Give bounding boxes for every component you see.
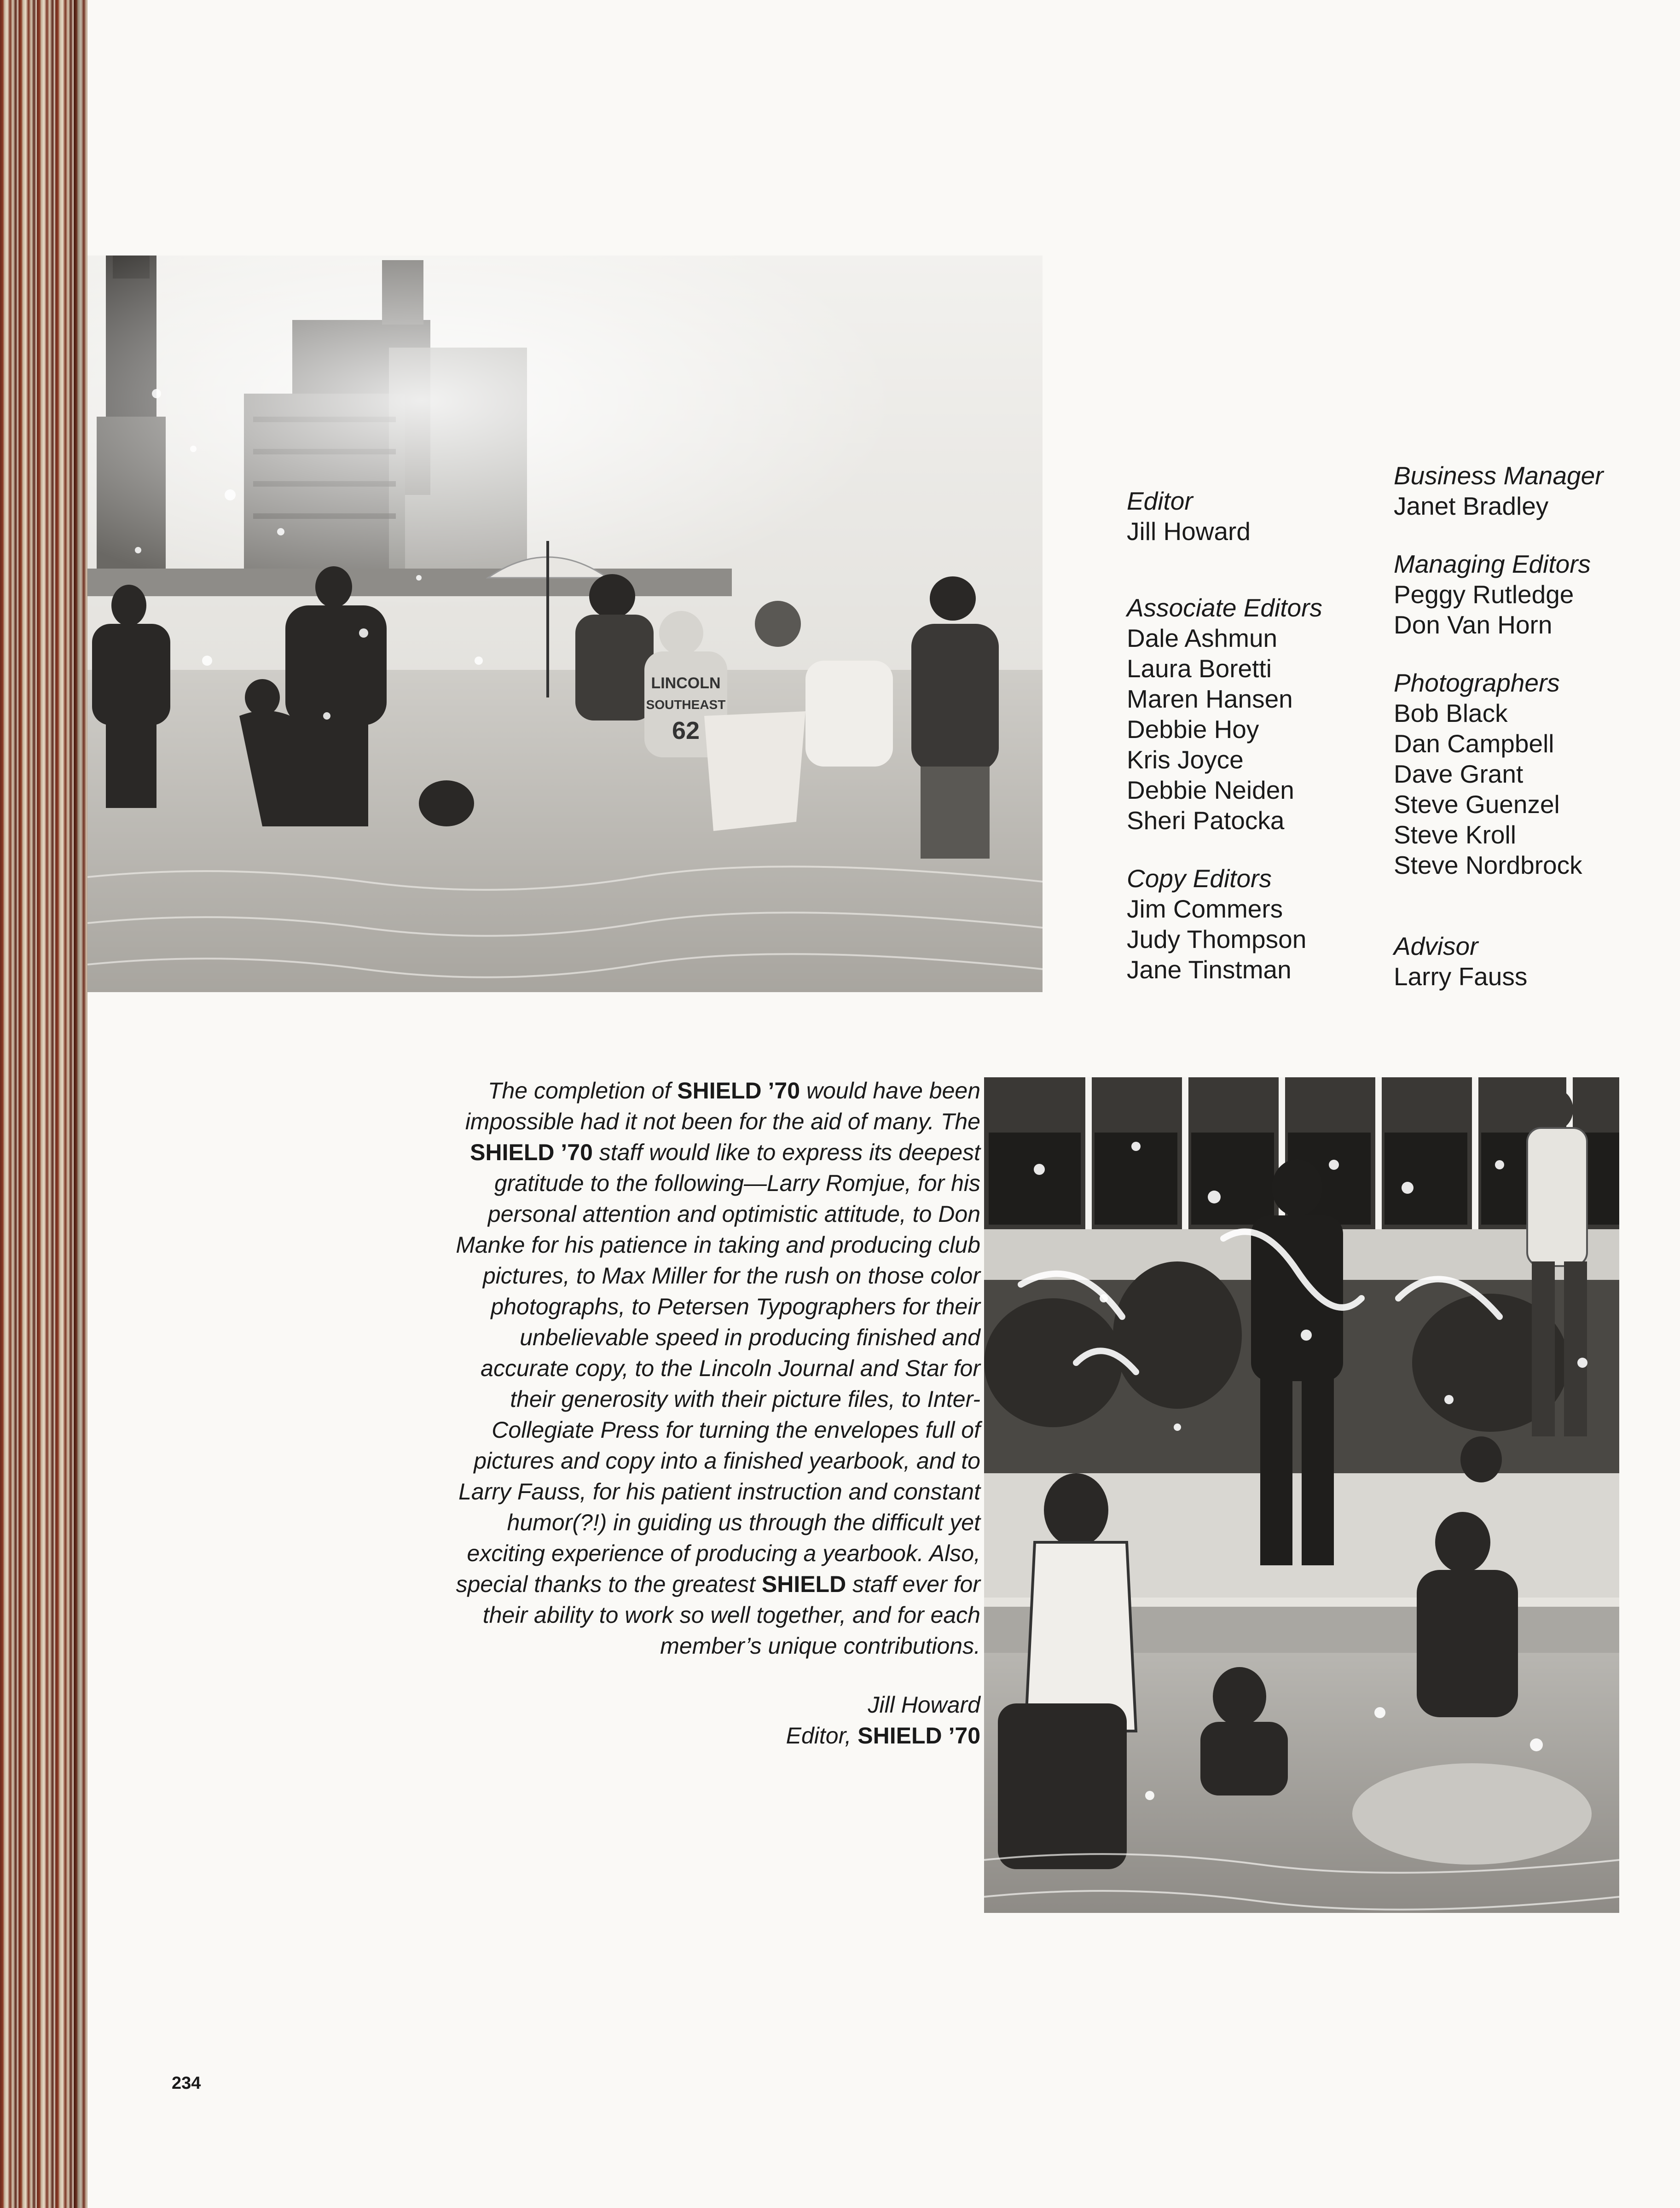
book-binding xyxy=(0,0,87,2208)
acknowledgment-line: humor(?!) in guiding us through the difficult yet xyxy=(507,1510,980,1535)
staff-group xyxy=(1127,593,1385,836)
staff-column-right xyxy=(1394,460,1670,1019)
staff-group xyxy=(1394,931,1670,992)
staff-name: Dale Ashmun xyxy=(1127,624,1278,652)
staff-name: Peggy Rutledge xyxy=(1394,580,1574,609)
staff-name: Janet Bradley xyxy=(1394,492,1549,520)
staff-role: Associate Editors xyxy=(1127,593,1322,622)
staff-name: Bob Black xyxy=(1394,699,1508,727)
staff-group xyxy=(1394,460,1670,521)
shirt-line1: LINCOLN xyxy=(651,674,721,692)
staff-role: Advisor xyxy=(1394,932,1478,960)
staff-role: Photographers xyxy=(1394,668,1560,697)
acknowledgment-line: The completion of SHIELD ’70 would have been xyxy=(487,1078,980,1104)
signature-block xyxy=(640,1690,980,1751)
staff-name: Debbie Hoy xyxy=(1127,715,1259,744)
acknowledgment-line: member’s unique contributions. xyxy=(660,1633,980,1659)
signature-title-prefix: Editor, xyxy=(786,1723,858,1749)
staff-name: Laura Boretti xyxy=(1127,654,1272,683)
acknowledgment-line: impossible had it not been for the aid of many. The xyxy=(465,1109,980,1134)
acknowledgment-line: Manke for his patience in taking and producing club xyxy=(456,1232,980,1258)
yearbook-page xyxy=(87,0,1680,2208)
staff-name: Steve Guenzel xyxy=(1394,790,1560,819)
acknowledgment-line: photographs, to Petersen Typographers for their xyxy=(491,1294,980,1319)
staff-name: Judy Thompson xyxy=(1127,925,1307,953)
staff-name: Jane Tinstman xyxy=(1127,955,1292,984)
staff-group xyxy=(1394,549,1670,640)
staff-group xyxy=(1127,486,1385,546)
staff-group xyxy=(1127,863,1385,985)
acknowledgment-line: SHIELD ’70 staff would like to express its deepest xyxy=(470,1139,980,1165)
page-number: 234 xyxy=(172,2074,201,2093)
acknowledgment-line: accurate copy, to the Lincoln Journal and Star for xyxy=(481,1355,980,1381)
staff-role: Business Manager xyxy=(1394,461,1604,490)
staff-name: Steve Kroll xyxy=(1394,820,1516,849)
staff-name: Jill Howard xyxy=(1127,517,1251,546)
staff-name: Kris Joyce xyxy=(1127,745,1244,774)
acknowledgment-line: their generosity with their picture files, to Inter- xyxy=(510,1386,980,1412)
acknowledgment-paragraph xyxy=(258,1075,980,1662)
staff-name: Jim Commers xyxy=(1127,895,1283,923)
signature-title-bold: SHIELD ’70 xyxy=(857,1723,980,1749)
staff-name: Dan Campbell xyxy=(1394,729,1554,758)
staff-name: Maren Hansen xyxy=(1127,685,1293,713)
shirt-number: 62 xyxy=(672,717,700,744)
staff-name: Don Van Horn xyxy=(1394,610,1553,639)
acknowledgment-line: pictures, to Max Miller for the rush on those color xyxy=(482,1263,980,1289)
fountain-photo-top xyxy=(87,256,1043,992)
staff-role: Managing Editors xyxy=(1394,550,1591,578)
fountain-photo-bottom xyxy=(984,1077,1619,1913)
shirt-line2: SOUTHEAST xyxy=(646,697,726,712)
staff-name: Dave Grant xyxy=(1394,760,1524,788)
staff-group xyxy=(1394,668,1670,880)
staff-name: Debbie Neiden xyxy=(1127,776,1294,804)
acknowledgment-line: exciting experience of producing a yearbook. Also, xyxy=(467,1540,980,1566)
staff-role: Copy Editors xyxy=(1127,864,1272,893)
signature-name: Jill Howard xyxy=(868,1692,980,1718)
acknowledgment-line: Collegiate Press for turning the envelopes full of xyxy=(492,1417,980,1443)
staff-column-left xyxy=(1127,486,1385,1012)
acknowledgment-line: personal attention and optimistic attitude, to Don xyxy=(487,1201,980,1227)
staff-name: Sheri Patocka xyxy=(1127,806,1285,835)
staff-name: Steve Nordbrock xyxy=(1394,851,1582,879)
acknowledgment-line: unbelievable speed in producing finished and xyxy=(520,1325,980,1350)
staff-name: Larry Fauss xyxy=(1394,962,1528,991)
acknowledgment-line: pictures and copy into a finished yearbook, and to xyxy=(474,1448,980,1474)
acknowledgment-line: Larry Fauss, for his patient instruction and constant xyxy=(458,1479,980,1505)
acknowledgment-line: special thanks to the greatest SHIELD staff ever for xyxy=(456,1571,980,1597)
staff-role: Editor xyxy=(1127,487,1193,515)
signature-title xyxy=(640,1720,980,1751)
acknowledgment-line: their ability to work so well together, and for each xyxy=(482,1602,980,1628)
acknowledgment-line: gratitude to the following—Larry Romjue, for his xyxy=(494,1170,980,1196)
